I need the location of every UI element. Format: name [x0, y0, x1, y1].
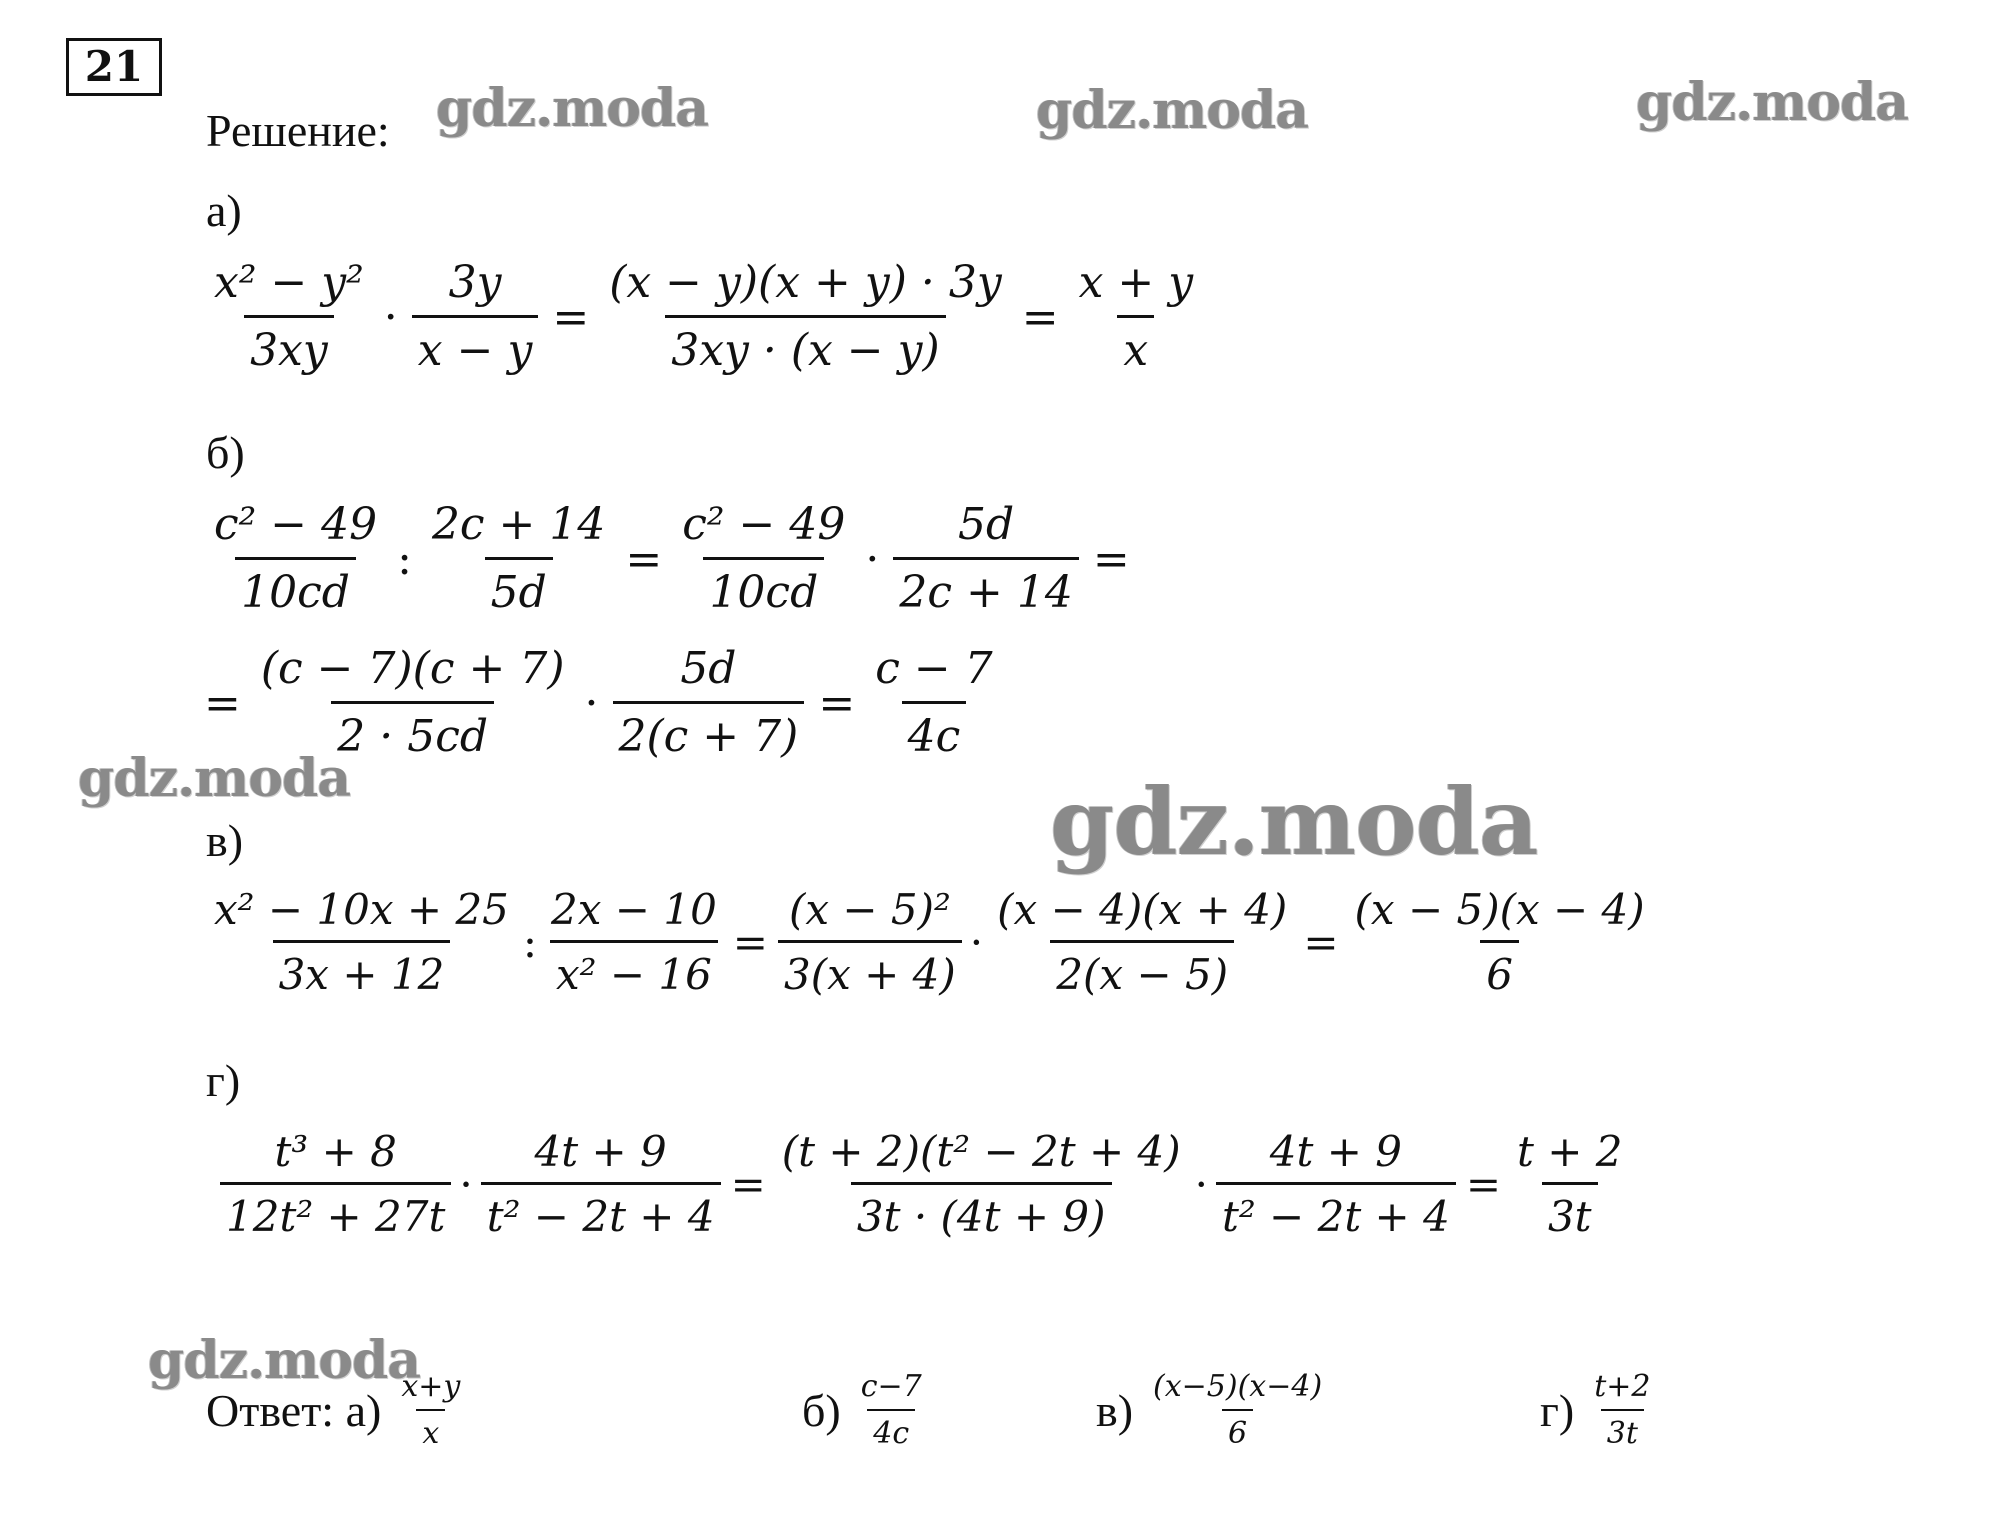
fraction: $\frac{5d}{2(c + 7)}$	[613, 644, 805, 762]
watermark: gdz.moda	[148, 1330, 421, 1391]
watermark: gdz.moda	[78, 748, 351, 809]
part-b-label: б)	[206, 427, 245, 478]
fraction: $\frac{\text{(x − 5)²}}{3(x + 4)}$	[778, 886, 962, 1000]
fraction: $\frac{4t + 9}{\text{t² − 2t + 4}}$	[1216, 1128, 1456, 1242]
watermark: gdz.moda	[1036, 80, 1309, 141]
answer-g-fraction: $\frac{t+2}{3t}$	[1594, 1369, 1651, 1451]
solution-label: Решение:	[206, 105, 390, 156]
fraction: $\frac{\text{c² − 49}}{10cd}$	[214, 499, 378, 618]
fraction: $\frac{c - 7}{4c}$	[875, 643, 993, 762]
fraction: $\frac{2x - 10}{\text{x² − 16}}$	[551, 885, 717, 1000]
fraction: $\frac{\text{t³ + 8}}{\text{12t² + 27t}}$	[220, 1128, 451, 1242]
part-a-equation: $\frac{\text{x² − y²}}{3xy}$ · $\frac{3y}{x - y}$ = $\frac{(x - y)(x + y) \cdot 3y}{3xy \cdot (x - y)}$ = $\frac{x + y}{x}$	[204, 258, 1203, 376]
fraction: $\frac{2c + 14}{5d}$	[431, 499, 606, 618]
part-g-label: г)	[206, 1055, 241, 1106]
watermark: gdz.moda	[1636, 72, 1909, 133]
watermark: gdz.moda	[436, 78, 709, 139]
fraction: $\frac{(x - y)(x + y) \cdot 3y}{3xy \cdot (x - y)}$	[609, 257, 1002, 376]
part-a-label: а)	[206, 185, 242, 236]
part-g-equation: $\frac{\text{t³ + 8}}{\text{12t² + 27t}}$ · $\frac{4t + 9}{\text{t² − 2t + 4}}$ = $\frac{\text{(t + 2)(t² − 2t + 4)}}{3t \cdot (4t + 9)}$ · $\frac{4t + 9}{\text{t² − 2t + 4}}$ = $\frac{t + 2}{3t}$	[216, 1128, 1633, 1242]
watermark: gdz.moda	[1050, 768, 1538, 876]
answer-a-fraction: $\frac{x+y}{x}$	[401, 1369, 461, 1451]
answer-v-fraction: $\frac{(x-5)(x-4)}{6}$	[1153, 1369, 1323, 1451]
fraction: $\frac{(c - 7)(c + 7)}{2 \cdot 5cd}$	[260, 643, 565, 762]
answer-b: б) $\frac{c-7}{4c}$	[802, 1370, 932, 1451]
answer-line	[206, 1370, 470, 1451]
fraction: $\frac{4t + 9}{\text{t² − 2t + 4}}$	[481, 1128, 721, 1242]
fraction: $\frac{x + y}{x}$	[1078, 257, 1194, 376]
part-b-equation-line2: = $\frac{(c - 7)(c + 7)}{2 \cdot 5cd}$ · $\frac{5d}{2(c + 7)}$ = $\frac{c - 7}{4c}$	[204, 644, 1003, 762]
answer-g: г) $\frac{t+2}{3t}$	[1540, 1370, 1660, 1451]
answer-v: в) $\frac{(x-5)(x-4)}{6}$	[1096, 1370, 1332, 1451]
fraction: $\frac{3y}{x - y}$	[412, 258, 539, 376]
part-v-equation: $\frac{\text{x² − 10x + 25}}{3x + 12}$ : $\frac{2x - 10}{\text{x² − 16}}$ = $\frac{\text{(x − 5)²}}{3(x + 4)}$ · $\frac{(x - 4)(x + 4)}{2(x - 5)}$ = $\frac{(x - 5)(x - 4)}{6}$	[204, 886, 1655, 1000]
answer-b-fraction: $\frac{c-7}{4c}$	[860, 1369, 922, 1451]
fraction: $\frac{\text{x² − y²}}{3xy}$	[214, 257, 364, 376]
part-b-equation-line1: $\frac{\text{c² − 49}}{10cd}$ : $\frac{2c + 14}{5d}$ = $\frac{\text{c² − 49}}{10cd}$ · $\frac{5d}{2c + 14}$ =	[204, 500, 1140, 618]
fraction: $\frac{\text{x² − 10x + 25}}{3x + 12}$	[214, 885, 509, 1000]
answer-label: Ответ: а)	[206, 1385, 382, 1436]
fraction: $\frac{(x - 4)(x + 4)}{2(x - 5)}$	[997, 885, 1288, 1000]
problem-number: 21	[66, 38, 162, 96]
fraction: $\frac{t + 2}{3t}$	[1517, 1127, 1623, 1242]
fraction: $\frac{\text{(t + 2)(t² − 2t + 4)}}{3t \cdot (4t + 9)}$	[781, 1127, 1181, 1242]
part-v-label: в)	[206, 815, 244, 866]
fraction: $\frac{5d}{2c + 14}$	[893, 500, 1078, 618]
fraction: $\frac{(x - 5)(x - 4)}{6}$	[1354, 885, 1645, 1000]
fraction: $\frac{\text{c² − 49}}{10cd}$	[682, 499, 846, 618]
